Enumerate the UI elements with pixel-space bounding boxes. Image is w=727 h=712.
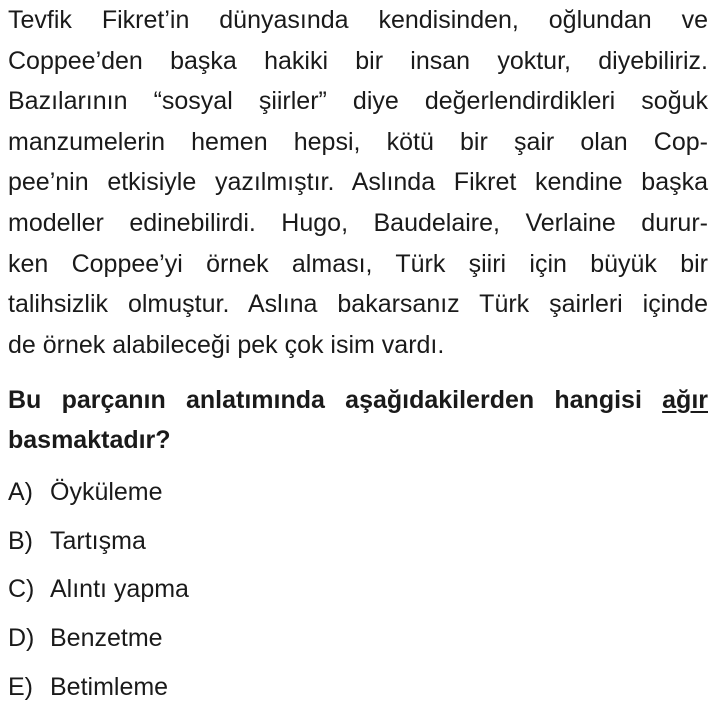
option-letter: E) xyxy=(8,672,33,701)
option-a[interactable] xyxy=(8,468,189,517)
option-b[interactable] xyxy=(8,517,189,566)
passage-line: Tevfik Fikret’in dünyasında kendisinden, oğlundan ve xyxy=(8,6,708,34)
question-line-1 xyxy=(8,380,708,420)
passage-line: talihsizlik olmuştur. Aslına bakarsanız Türk şairleri içinde xyxy=(8,290,708,319)
option-text: Alıntı yapma xyxy=(50,575,189,604)
option-text: Betimleme xyxy=(50,672,169,701)
option-text: Tartışma xyxy=(50,526,146,555)
question-stem xyxy=(8,380,708,460)
passage-line: manzumelerin hemen hepsi, kötü bir şair olan Cop- xyxy=(8,127,708,156)
passage-line: Coppee’den başka hakiki bir insan yoktur, diyebiliriz. xyxy=(8,46,708,75)
answer-options xyxy=(8,468,189,711)
reading-passage xyxy=(8,0,708,365)
option-d[interactable] xyxy=(8,614,189,663)
option-text: Öyküleme xyxy=(50,478,163,506)
passage-line: ken Coppee’yi örnek alması, Türk şiiri için büyük bir xyxy=(8,249,708,278)
option-letter: C) xyxy=(8,575,35,604)
option-c[interactable] xyxy=(8,565,189,614)
option-e[interactable] xyxy=(8,663,189,712)
option-letter: B) xyxy=(8,526,33,555)
question-text: Bu parçanın anlatımında aşağıdakilerden hangisi xyxy=(8,386,663,414)
option-letter: A) xyxy=(8,478,33,506)
option-letter: D) xyxy=(8,624,35,653)
passage-line: Bazılarının “sosyal şiirler” diye değerlendirdikleri soğuk xyxy=(8,87,708,116)
question-emphasis: ağır xyxy=(662,386,708,414)
option-text: Benzetme xyxy=(50,624,163,653)
passage-line: de örnek alabileceği pek çok isim vardı. xyxy=(8,330,445,359)
passage-line: modeller edinebilirdi. Hugo, Baudelaire, Verlaine durur- xyxy=(8,208,708,237)
question-line-2: basmaktadır? xyxy=(8,426,171,454)
passage-line: pee’nin etkisiyle yazılmıştır. Aslında Fikret kendine başka xyxy=(8,168,708,197)
